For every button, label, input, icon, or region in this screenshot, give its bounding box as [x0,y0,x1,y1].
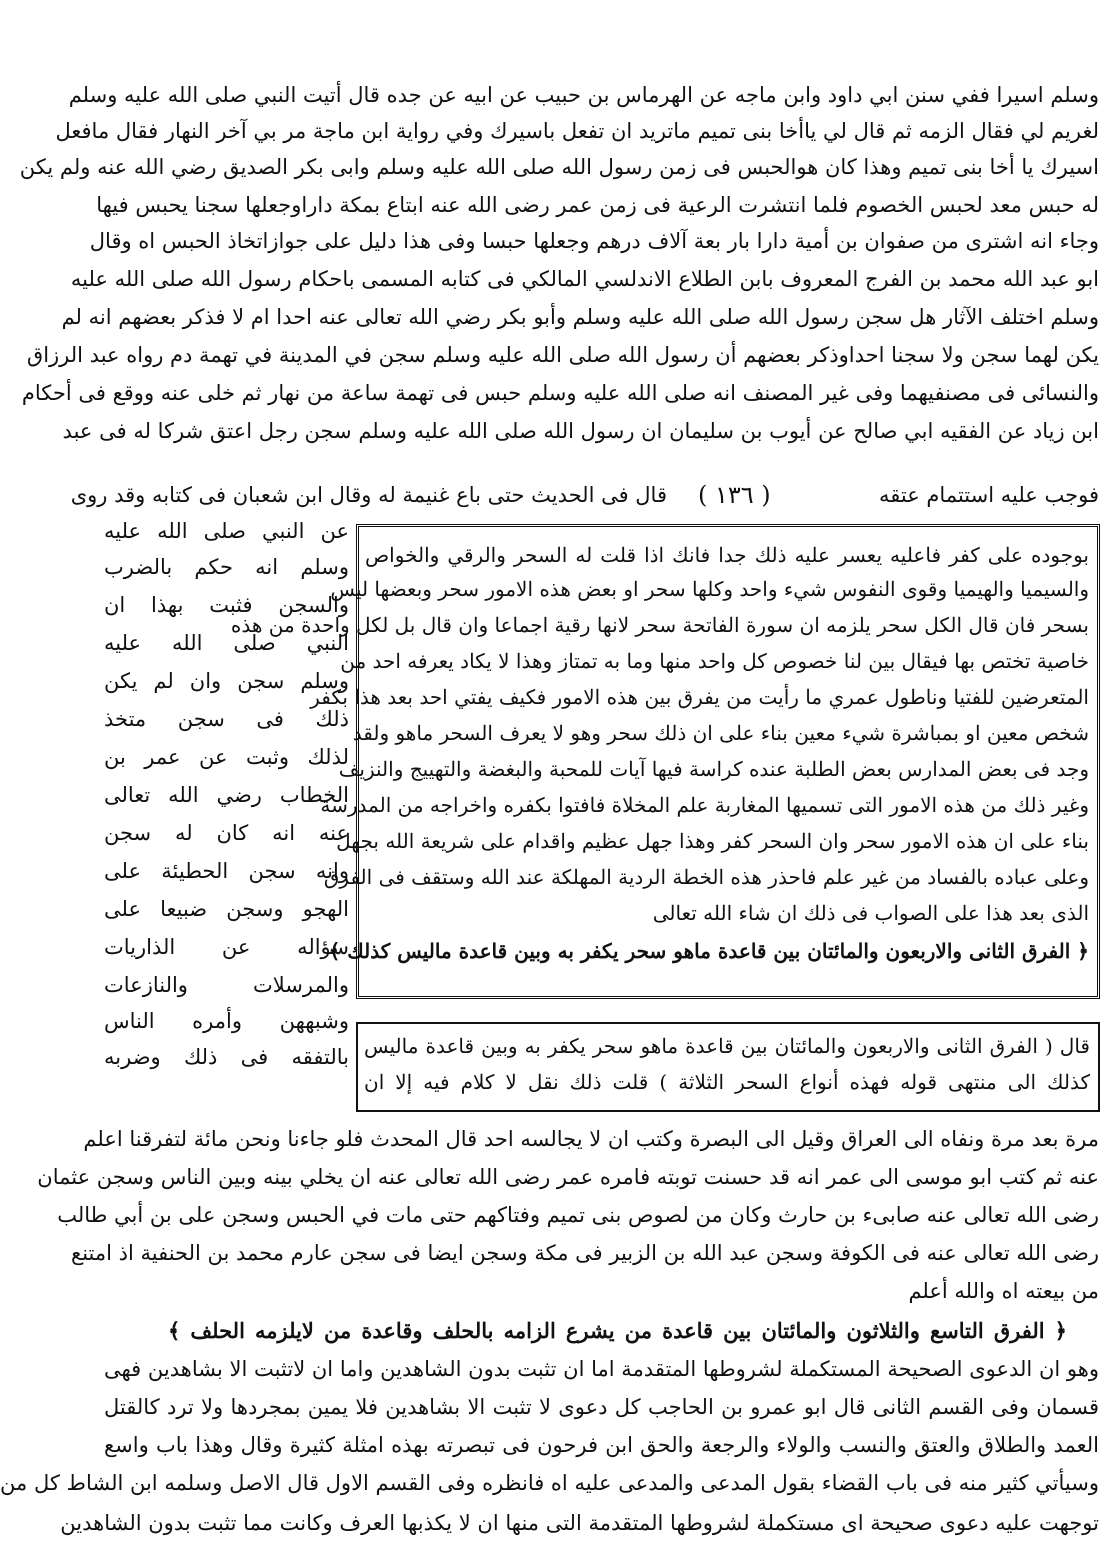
text-line: قال فى الحديث حتى باع غنيمة له وقال ابن شعبان فى كتابه وقد روى [70,483,667,507]
text-line: لغريم لي فقال الزمه ثم قال لي ياأخا بنى تميم ماتريد ان تفعل باسيرك وفي رواية ابن ماجة مر بي آخر النهار فقال مافعل [55,119,1099,143]
sidebar-line: عنه انه كان له سجن [104,821,349,845]
sidebar-line: النبي صلى الله عليه [104,631,349,655]
text-line: العمد والطلاق والعتق والنسب والولاء والرجعة والحق ابن فرحون فى تبصرته بهذه امثلة كثيرة وقال وهذا باب واسع [104,1433,1099,1457]
sidebar-line: والسجن فثبت بهذا ان [104,593,349,617]
text-line: قسمان وفى القسم الثانى قال ابو عمرو بن الحاجب كل دعوى لا تثبت الا بشاهدين فلا يمين بمجردها ولا ترد كالقتل [104,1395,1099,1419]
sidebar-line: الخطاب رضي الله تعالى [104,783,349,807]
commentary-line: خاصية تختص بها فيقال بين لنا خصوص كل واحد منها وما به تمتاز وهذا لا يكاد يعرفه احد من [340,649,1089,673]
page-number: ( ١٣٦ ) [698,481,771,509]
commentary-line: الذى بعد هذا على الصواب فى ذلك ان شاء الله تعالى [652,901,1089,925]
sidebar-line: وانه سجن الحطيئة على [104,859,349,883]
sidebar-line: سؤاله عن الذاريات [104,935,349,959]
lower-note-box [356,1024,1100,1112]
text-line: وهو ان الدعوى الصحيحة المستكملة لشروطها المتقدمة اما ان تثبت بدون الشاهدين واما ان لاتثبت الا بشاهدين فهى [104,1357,1099,1381]
commentary-line: بسحر فان قال الكل سحر يلزمه ان سورة الفاتحة سحر لانها رقية اجماعا وان قال بل لكل واحدة من هذه [230,613,1089,637]
sidebar-line: وشبههن وأمره الناس [104,1009,349,1033]
text-line: وسلم اختلف الآثار هل سجن رسول الله صلى الله عليه وسلم وأبو بكر رضي الله تعالى عنه احدا ام لا فذكر بعضهم انه لم [61,305,1099,329]
sidebar-line: وسلم سجن وان لم يكن [104,669,349,693]
sidebar-line: والمرسلات والنازعات [104,973,349,997]
sidebar-line: بالتفقه فى ذلك وضربه [104,1045,349,1069]
commentary-line: وعلى عباده بالفساد من غير علم فاحذر هذه الخطة الردية المهلكة عند الله وستقف فى الفرق [323,865,1089,889]
commentary-line: بوجوده على كفر فاعليه يعسر عليه ذلك جدا فانك اذا قلت له السحر والرقي والخواص [365,543,1089,567]
text-line: وسيأتي كثير منه فى باب القضاء بقول المدعى والمدعى عليه اه فانظره وفى القسم الاول قال الاصل وسلمه ابن الشاط كل من [0,1471,1099,1495]
commentary-line: المتعرضين للفتيا وناطول عمري ما رأيت من يفرق بين هذه الامور فكيف يفتي احد بعد هذا بكفر [310,685,1089,709]
text-line: مرة بعد مرة ونفاه الى العراق وقيل الى البصرة وكتب ان لا يجالسه احد قال المحدث فلو جاءنا ونحن مائة لتفرقنا اعلم [83,1127,1099,1151]
note-line: قال ( الفرق الثانى والاربعون والمائتان بين قاعدة ماهو سحر يكفر به وبين قاعدة ماليس [364,1034,1090,1058]
commentary-heading: ﴿ الفرق الثانى والاربعون والمائتان بين قاعدة ماهو سحر يكفر به وبين قاعدة ماليس كذلك ﴾ [328,939,1089,963]
commentary-box [230,524,1100,999]
sidebar-line: ذلك فى سجن متخذ [104,707,349,731]
commentary-line: شخص معين او بمباشرة شيء معين بناء على ان ذلك سحر وهو لا يعرف السحر ماهو ولقد [352,721,1089,745]
text-line: له حبس معد لحبس الخصوم فلما انتشرت الرعية فى زمن عمر رضى الله عنه ابتاع بمكة داراوجعلها سجنا يحبس فيها [96,193,1099,217]
text-line: فوجب عليه استتمام عتقه [879,483,1099,507]
commentary-line: والسيميا والهيميا وقوى النفوس شيء واحد وكلها سحر او بعض هذه الامور سحر وبعضها ليس [330,577,1089,601]
sidebar-line: عن النبي صلى الله عليه [104,519,349,543]
section-heading: ﴿ الفرق التاسع والثلاثون والمائتان بين قاعدة من يشرع الزامه بالحلف وقاعدة من لايلزمه الحلف ﴾ [168,1318,1067,1343]
text-line: اسيرك يا أخا بنى تميم وهذا كان هوالحبس فى زمن رسول الله صلى الله عليه وسلم وابى بكر الصديق رضي الله عنه ولم يكن [19,155,1099,179]
sidebar-line: وسلم انه حكم بالضرب [104,555,349,579]
text-line: رضى الله تعالى عنه فى الكوفة وسجن عبد الله بن الزبير فى مكة وسجن ايضا فى سجن عارم محمد بن الحنفية اذ امتنع [71,1241,1099,1265]
text-line: ابو عبد الله محمد بن الفرج المعروف بابن الطلاع الاندلسي المالكي فى كتابه المسمى باحكام رسول الله صلى الله عليه [70,267,1099,291]
sidebar-line: الهجو وسجن ضبيعا على [104,897,349,921]
text-line: وسلم اسيرا ففي سنن ابي داود وابن ماجه عن الهرماس بن حبيب عن ابيه عن جده قال أتيت النبي صلى الله عليه وسلم [68,83,1099,107]
text-line: عنه ثم كتب ابو موسى الى عمر انه قد حسنت توبته فامره عمر رضى الله تعالى عنه ان يخلي بينه وبين الناس وسجن عثمان [37,1165,1099,1189]
text-line: رضى الله تعالى عنه صابىء بن حارث وكان من لصوص بنى تميم وفتاكهم حتى مات في الحبس وسجن على بن أبي طالب [57,1203,1099,1227]
sidebar-line: لذلك وثبت عن عمر بن [104,745,349,769]
text-line: توجهت عليه دعوى صحيحة اى مستكملة لشروطها المتقدمة التى منها ان لا يكذبها العرف وكانت مما تثبت بدون الشاهدين [60,1511,1099,1535]
text-line: من بيعته اه والله أعلم [908,1279,1099,1303]
commentary-line: وجد فى بعض المدارس بعض الطلبة عنده كراسة فيها آيات للمحبة والبغضة والتهييج والنزيف [338,757,1089,781]
text-line: والنسائى فى مصنفيهما وفى غير المصنف انه صلى الله عليه وسلم حبس فى تهمة ساعة من نهار ثم خلى عنه ووقع فى أحكام [21,381,1099,405]
text-line: يكن لهما سجن ولا سجنا احداوذكر بعضهم أن رسول الله صلى الله عليه وسلم سجن في المدينة في تهمة دم رواه عبد الرزاق [26,343,1099,367]
text-line: وجاء انه اشترى من صفوان بن أمية دارا بار بعة آلاف درهم وجعلها حبسا وفى هذا دليل على جوازاتخاذ الحبس اه وقال [89,229,1099,253]
commentary-line: بناء على ان هذه الامور سحر وان السحر كفر وهذا جهل عظيم واقدام على شريعة الله بجهل [336,829,1089,853]
note-line: كذلك الى منتهى قوله فهذه أنواع السحر الثلاثة ) قلت ذلك نقل لا كلام فيه إلا ان [364,1070,1090,1094]
text-line: ابن زياد عن الفقيه ابي صالح عن أيوب بن سليمان ان رسول الله صلى الله عليه وسلم سجن رجل اعتق شركا له فى عبد [62,419,1099,443]
commentary-line: وغير ذلك من هذه الامور التى تسميها المغاربة علم المخلاة فافتوا بكفره واخراجه من المدرسة [320,793,1089,817]
